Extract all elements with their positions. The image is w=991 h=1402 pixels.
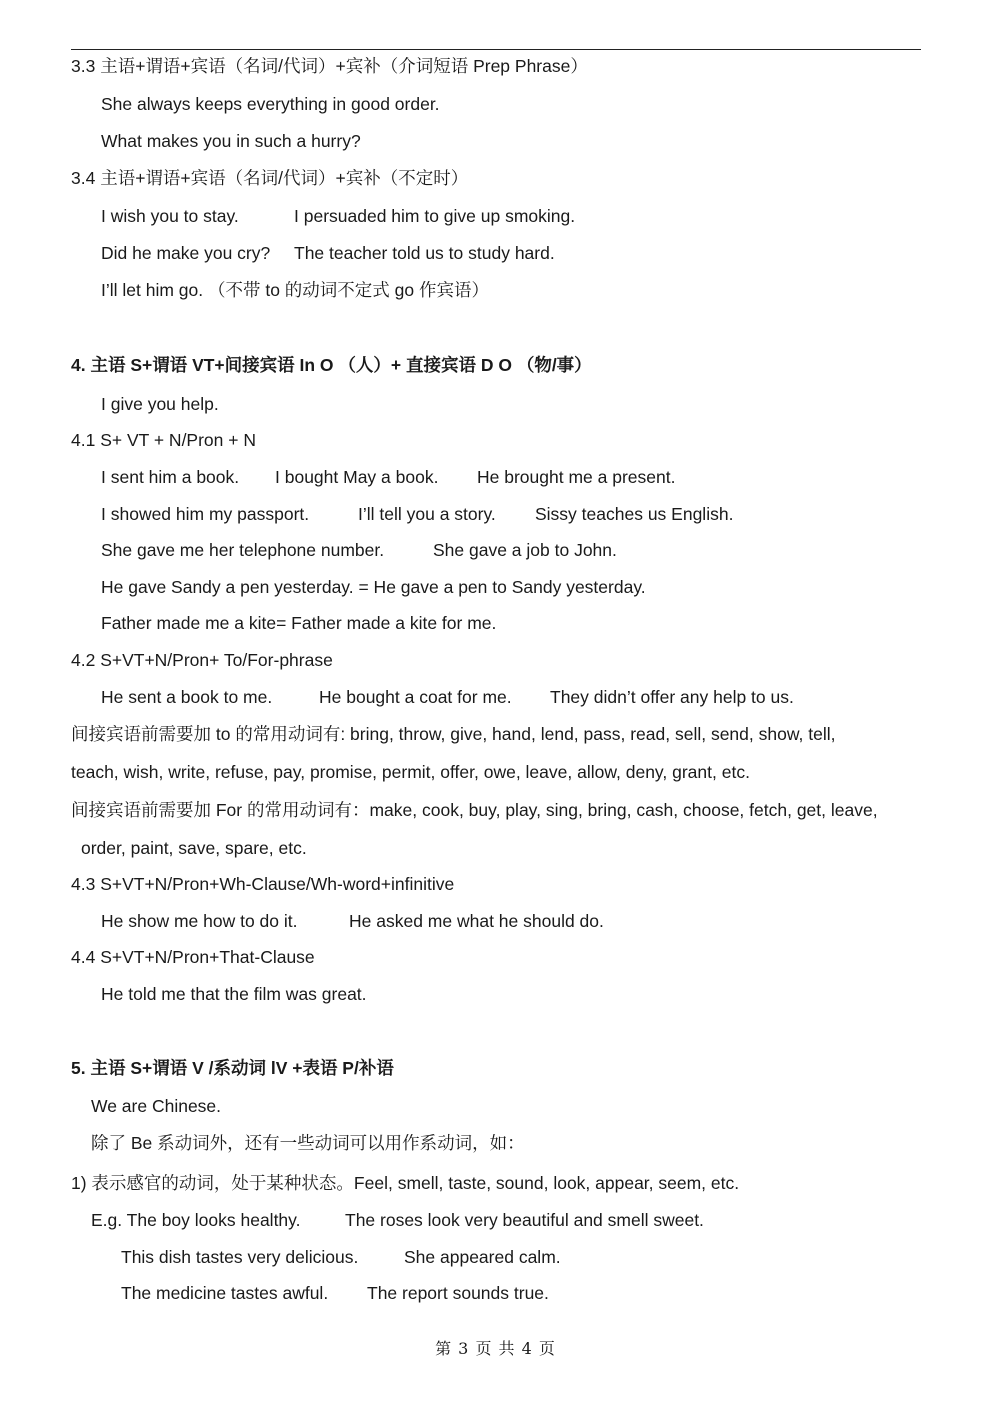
example-sentence: He brought me a present. xyxy=(477,467,676,487)
example-sentence: They didn’t offer any help to us. xyxy=(550,687,794,707)
page-footer: 第 3 页 共 4 页 xyxy=(435,1339,556,1358)
example-sentence: I persuaded him to give up smoking. xyxy=(294,206,576,226)
section-4-3-heading: 4.3 S+VT+N/Pron+Wh-Clause/Wh-word+infinitive xyxy=(71,874,455,894)
section-4-2-heading: 4.2 S+VT+N/Pron+ To/For-phrase xyxy=(71,650,333,670)
section-5-heading: 5. 主语 S+谓语 V /系动词 lV +表语 P/补语 xyxy=(71,1058,394,1078)
example-sentence: Sissy teaches us English. xyxy=(535,504,734,524)
linking-verb-note: 除了 Be 系动词外，还有一些动词可以用作系动词，如： xyxy=(91,1133,525,1153)
example-sentence: This dish tastes very delicious. xyxy=(121,1247,359,1267)
example-sentence: The report sounds true. xyxy=(367,1283,549,1303)
example-sentence: I wish you to stay. xyxy=(101,206,239,226)
section-4-4-heading: 4.4 S+VT+N/Pron+That-Clause xyxy=(71,947,315,967)
for-verbs-note-cont: order, paint, save, spare, etc. xyxy=(81,838,307,858)
section-4-heading: 4. 主语 S+谓语 VT+间接宾语 In O （人）+ 直接宾语 D O （物/事） xyxy=(71,355,592,375)
example-sentence: He gave Sandy a pen yesterday. = He gave a pen to Sandy yesterday. xyxy=(101,577,646,597)
example-sentence: Did he make you cry? xyxy=(101,243,271,263)
example-sentence: The teacher told us to study hard. xyxy=(294,243,555,263)
section-4-1-heading: 4.1 S+ VT + N/Pron + N xyxy=(71,430,256,450)
section-3-3-heading: 3.3 主语+谓语+宾语（名词/代词）+宾补（介词短语 Prep Phrase） xyxy=(71,56,588,76)
example-sentence: She gave a job to John. xyxy=(433,540,617,560)
example-sentence: He sent a book to me. xyxy=(101,687,273,707)
example-sentence: She always keeps everything in good order. xyxy=(101,94,440,114)
example-sentence: I sent him a book. xyxy=(101,467,240,487)
for-verbs-note: 间接宾语前需要加 For 的常用动词有：make, cook, buy, play, sing, bring, cash, choose, fetch, get, leave, xyxy=(71,800,878,820)
to-verbs-note: 间接宾语前需要加 to 的常用动词有: bring, throw, give, hand, lend, pass, read, sell, send, show, tell, xyxy=(71,724,836,744)
example-sentence: She appeared calm. xyxy=(404,1247,561,1267)
example-sentence: What makes you in such a hurry? xyxy=(101,131,361,151)
header-rule xyxy=(71,49,921,50)
example-sentence: She gave me her telephone number. xyxy=(101,540,385,560)
example-sentence: I’ll let him go. （不带 to 的动词不定式 go 作宾语） xyxy=(101,280,489,300)
example-sentence: I bought May a book. xyxy=(275,467,439,487)
example-sentence: We are Chinese. xyxy=(91,1096,222,1116)
example-sentence: He asked me what he should do. xyxy=(349,911,604,931)
section-3-4-heading: 3.4 主语+谓语+宾语（名词/代词）+宾补（不定时） xyxy=(71,168,469,188)
example-sentence: I showed him my passport. xyxy=(101,504,310,524)
example-sentence: He bought a coat for me. xyxy=(319,687,512,707)
example-sentence: Father made me a kite= Father made a kite for me. xyxy=(101,613,497,633)
example-sentence: I’ll tell you a story. xyxy=(358,504,496,524)
list-item-1: 1) 表示感官的动词，处于某种状态。Feel, smell, taste, sound, look, appear, seem, etc. xyxy=(71,1173,740,1193)
example-sentence: I give you help. xyxy=(101,394,219,414)
example-sentence: E.g. The boy looks healthy. xyxy=(91,1210,301,1230)
example-sentence: He show me how to do it. xyxy=(101,911,298,931)
example-sentence: The roses look very beautiful and smell sweet. xyxy=(345,1210,704,1230)
to-verbs-note-cont: teach, wish, write, refuse, pay, promise, permit, offer, owe, leave, allow, deny, grant, etc. xyxy=(71,762,750,782)
example-sentence: The medicine tastes awful. xyxy=(121,1283,329,1303)
example-sentence: He told me that the film was great. xyxy=(101,984,367,1004)
